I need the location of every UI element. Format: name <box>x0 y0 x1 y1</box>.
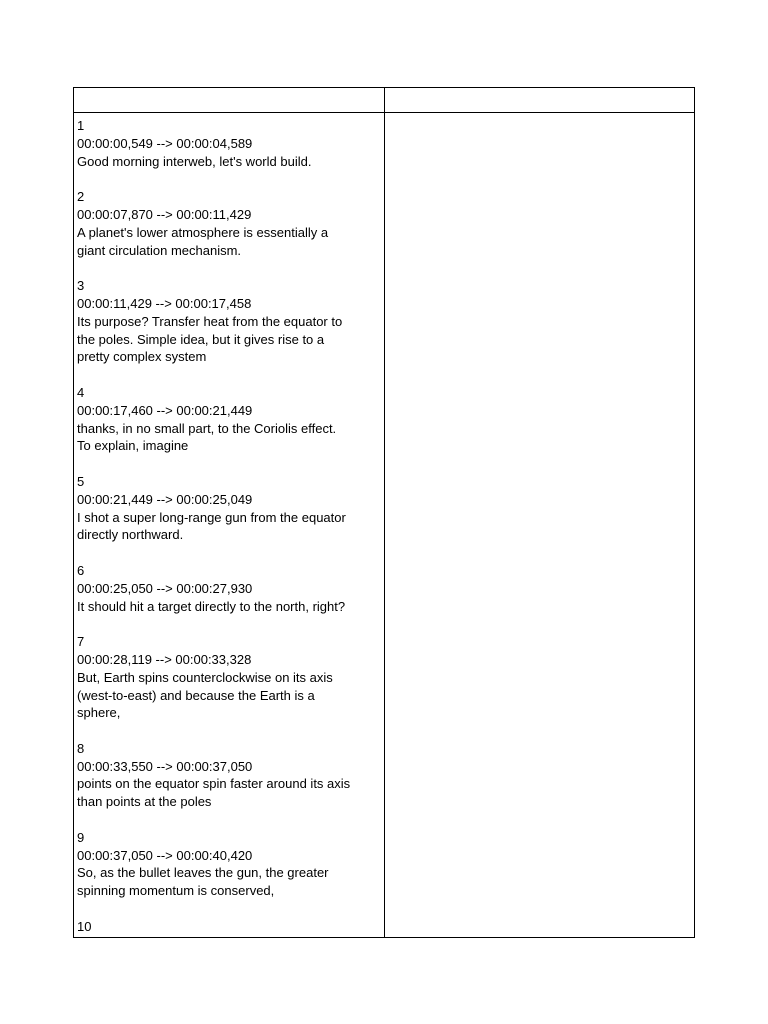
header-cell-left <box>74 88 384 112</box>
transcript-cell <box>74 113 384 937</box>
subtitle-line: 00:00:21,449 --> 00:00:25,049 <box>77 491 253 507</box>
subtitle-line: directly northward. <box>77 527 184 543</box>
subtitle-line: 00:00:37,050 --> 00:00:40,420 <box>77 847 253 863</box>
subtitle-line: 00:00:17,460 --> 00:00:21,449 <box>77 402 253 418</box>
subtitle-line <box>77 615 384 633</box>
subtitle-line: giant circulation mechanism. <box>77 242 242 258</box>
subtitle-line: 00:00:28,119 --> 00:00:33,328 <box>77 651 252 667</box>
subtitle-line: Its purpose? Transfer heat from the equator to <box>77 313 343 329</box>
subtitle-line: 00:00:33,550 --> 00:00:37,050 <box>77 758 253 774</box>
subtitle-line: 7 <box>77 634 85 650</box>
subtitle-line: So, as the bullet leaves the gun, the greater <box>77 865 329 881</box>
subtitle-line: 00:00:11,429 --> 00:00:17,458 <box>77 295 252 311</box>
subtitle-line: 8 <box>77 740 85 756</box>
translation-cell <box>385 113 694 937</box>
subtitle-line <box>77 722 384 740</box>
subtitle-line: sphere, <box>77 705 121 721</box>
subtitle-line: the poles. Simple idea, but it gives rise to a <box>77 331 325 347</box>
subtitle-table <box>73 87 695 938</box>
subtitle-line: thanks, in no small part, to the Coriolis effect. <box>77 420 337 436</box>
subtitle-line: I shot a super long-range gun from the equator <box>77 509 346 525</box>
subtitle-line: 5 <box>77 473 85 489</box>
subtitle-line <box>77 455 384 473</box>
subtitle-line: 9 <box>77 829 85 845</box>
subtitle-line <box>77 170 384 188</box>
subtitle-line <box>77 811 384 829</box>
subtitle-line <box>77 366 384 384</box>
subtitle-line: 1 <box>77 118 85 133</box>
subtitle-line: 2 <box>77 189 85 205</box>
header-cell-right <box>385 88 694 112</box>
subtitle-line: spinning momentum is conserved, <box>77 883 275 899</box>
subtitle-line: than points at the poles <box>77 794 212 810</box>
subtitle-line: 00:00:25,050 --> 00:00:27,930 <box>77 580 253 596</box>
subtitle-line: (west-to-east) and because the Earth is a <box>77 687 315 703</box>
subtitle-line: To explain, imagine <box>77 438 189 454</box>
subtitle-line <box>77 900 384 918</box>
subtitle-line: But, Earth spins counterclockwise on its axis <box>77 669 333 685</box>
subtitle-line: 3 <box>77 278 85 294</box>
subtitle-line: 4 <box>77 384 85 400</box>
subtitle-line: 00:00:00,549 --> 00:00:04,589 <box>77 135 253 151</box>
subtitle-line: A planet's lower atmosphere is essentially a <box>77 224 329 240</box>
subtitle-line <box>77 544 384 562</box>
subtitle-line: It should hit a target directly to the north, right? <box>77 598 346 614</box>
subtitle-line: Good morning interweb, let's world build. <box>77 153 312 169</box>
subtitle-line: points on the equator spin faster around its axis <box>77 776 351 792</box>
subtitle-line: 6 <box>77 562 85 578</box>
subtitle-line: 00:00:07,870 --> 00:00:11,429 <box>77 206 252 222</box>
subtitle-line <box>77 259 384 277</box>
subtitle-line: pretty complex system <box>77 349 207 365</box>
subtitle-line: 10 <box>77 918 92 934</box>
